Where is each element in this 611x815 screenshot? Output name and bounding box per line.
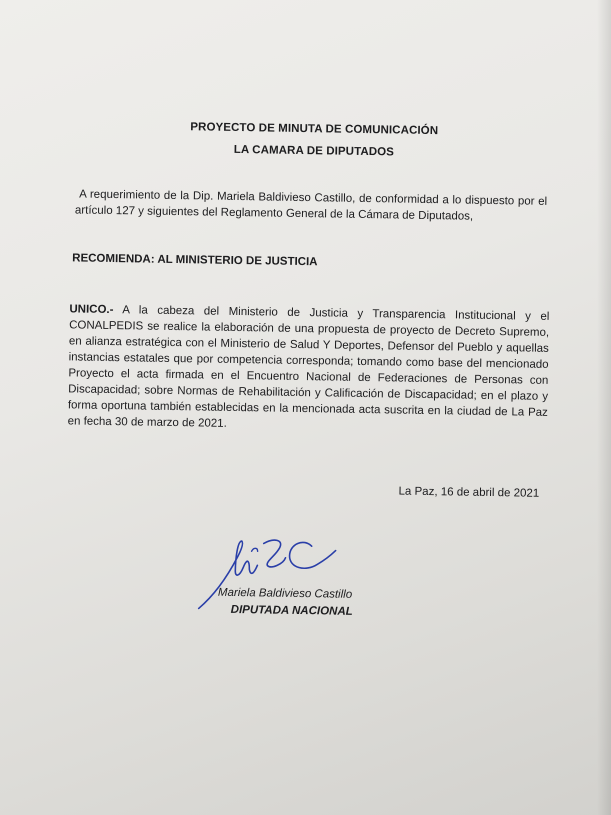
signer-name: Mariela Baldivieso Castillo [217,586,353,601]
article-lead: UNICO.- [69,303,114,317]
document-subtitle: LA CAMARA DE DIPUTADOS [233,143,395,159]
intro-paragraph [75,186,547,225]
signature-stroke-4 [252,548,258,551]
signature-image [193,526,354,615]
date-place: La Paz, 16 de abril de 2021 [398,485,540,500]
recommendation-heading: RECOMIENDA: AL MINISTERIO DE JUSTICIA [72,252,318,269]
signature-stroke-2 [263,540,285,567]
document-title: PROYECTO DE MINUTA DE COMUNICACIÓN [190,121,439,138]
article-body: A la cabeza del Ministerio de Justicia y Transparencia Institucional y el CONALPEDIS se realice la elaboración de una propuesta de proyecto de Decreto Supremo, en alianza estratégica con el Ministerio de Salud Y Deportes, Defensor del Pueblo y aquellas instancias estatales que por competencia corresponda; tomando como base del mencionado Proyecto el acta firmada en el Encuentro Nacional de Federaciones de Personas con Discapacidad; sobre Normas de Rehabilitación y Calificación de Discapacidad; en el plazo y forma oportuna también establecidas en la mencionada acta suscrita en la ciudad de La Paz en fecha 30 de marzo de 2021. [67,304,550,430]
article-paragraph [68,301,550,437]
signature-stroke-3 [289,542,335,569]
intro-text: A requerimiento de la Dip. Mariela Baldivieso Castillo, de conformidad a lo dispuesto por el artículo 127 y siguientes del Reglamento General de la Cámara de Diputados, [74,188,548,223]
signer-role: DIPUTADA NACIONAL [230,603,353,618]
paper-shadow [597,0,611,815]
